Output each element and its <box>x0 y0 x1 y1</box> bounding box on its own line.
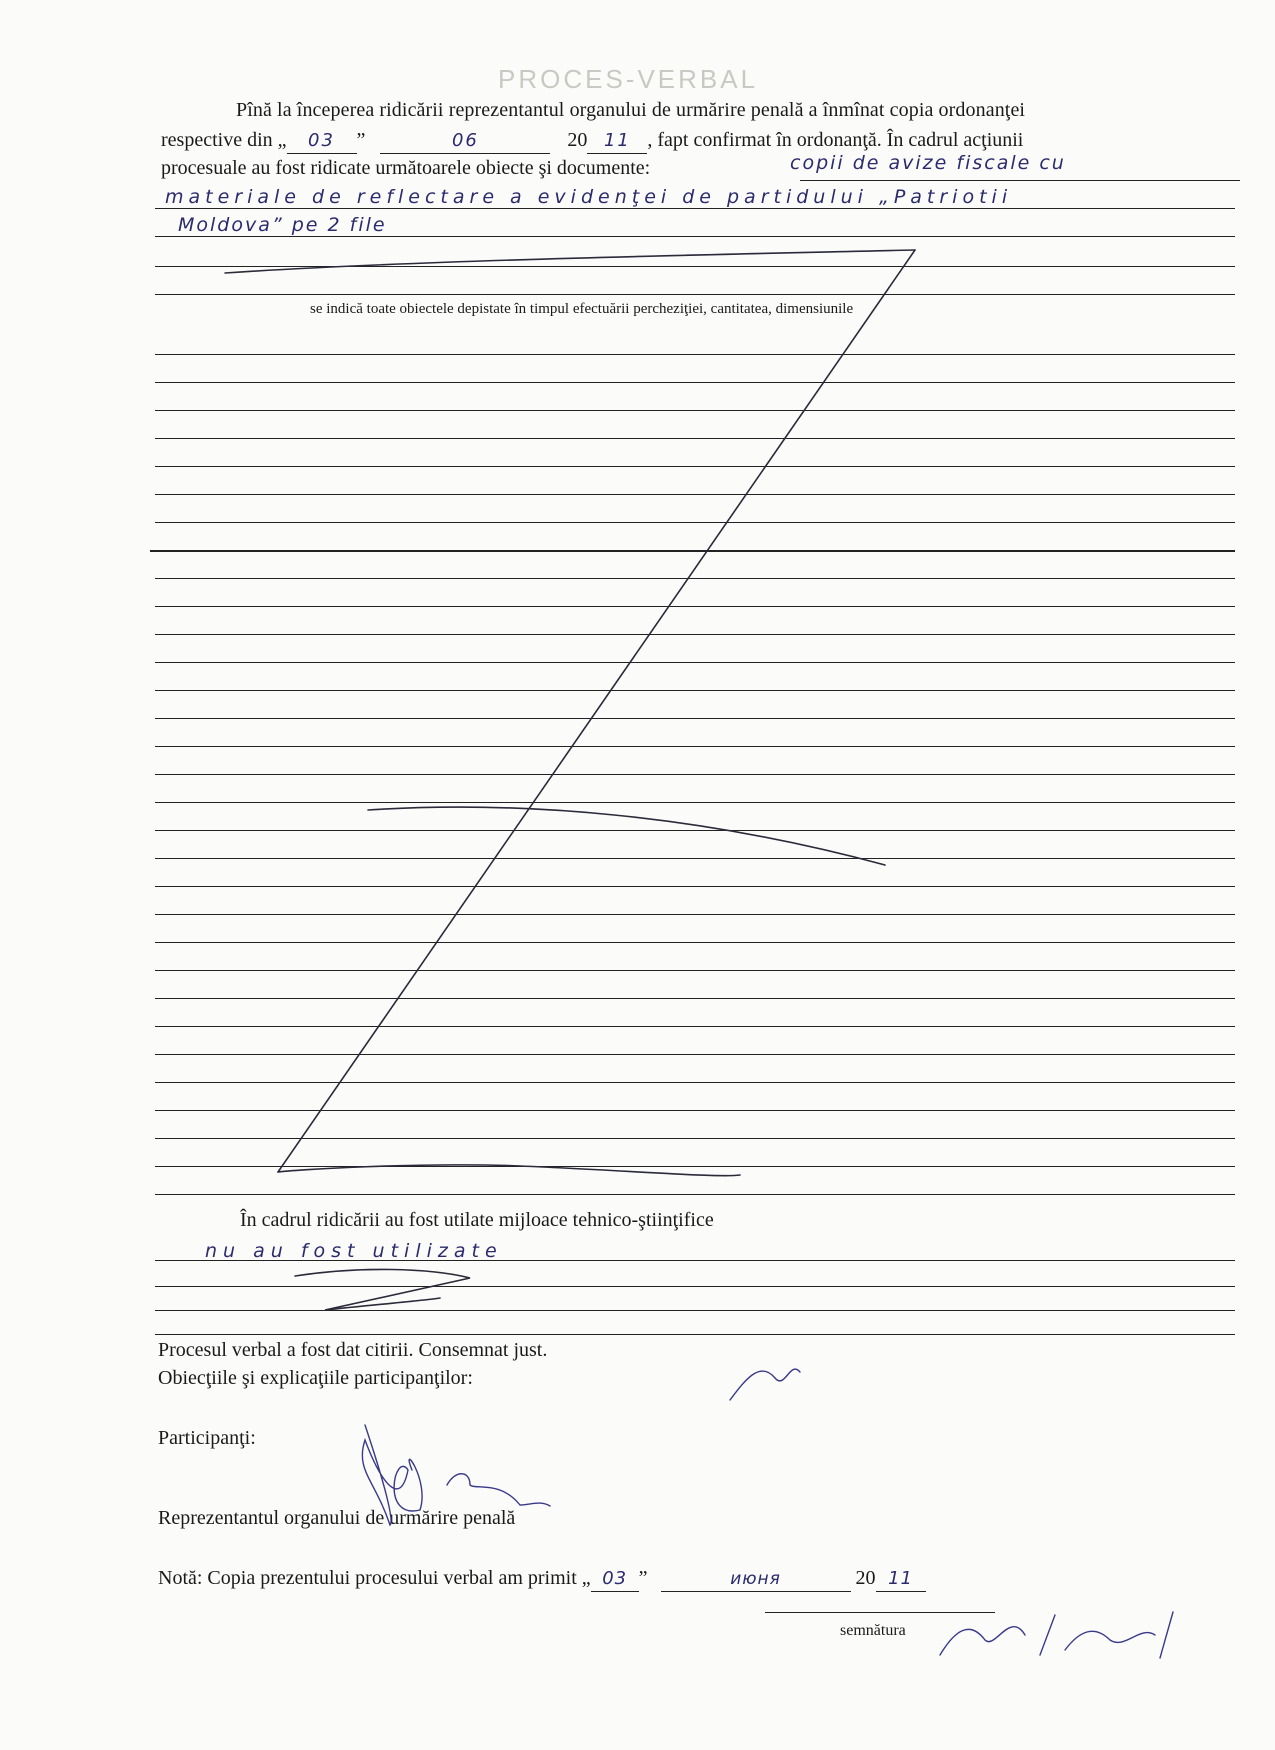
note-signature-1 <box>940 1627 1025 1655</box>
intro-line-1: Pînă la începerea ridicării reprezentantul organului de urmărire penală a înmînat copia ordonanţei <box>236 99 1026 121</box>
date-year-field: 20 11 <box>567 129 647 151</box>
ghost-heading: PROCES-VERBAL <box>498 64 759 94</box>
note-line: Notă: Copia prezentului procesului verbal am primit „ 03 ” июня 20 11 <box>158 1566 926 1592</box>
participants-label: Participanţi: <box>158 1427 256 1449</box>
middle-curved-stroke <box>368 807 885 865</box>
handwritten-item-1: copii de avize fiscale cu <box>790 152 1066 174</box>
objections-label: Obiecţiile şi explicaţiile participanţilor: <box>158 1367 473 1389</box>
z-strike-bottom-stroke <box>278 1165 740 1176</box>
date-month-field: 06 <box>380 128 550 154</box>
note-month-field: июня <box>661 1566 851 1592</box>
note-signature-2 <box>1065 1631 1155 1650</box>
note-signature-slash <box>1040 1615 1055 1655</box>
handwritten-item-3: Moldova” pe 2 file <box>178 214 387 236</box>
note-label: Notă: Copia prezentului procesului verbal am primit „ <box>158 1567 591 1589</box>
representative-signature-scribble <box>362 1425 422 1525</box>
tech-heading: În cadrul ridicării au fost utilate mijloace tehnico-ştiinţifice <box>240 1209 714 1231</box>
tech-z-stroke <box>295 1269 470 1310</box>
intro-confirm-text: , fapt confirmat în ordonanţă. În cadrul acţiunii <box>647 129 1024 151</box>
tech-handwritten-answer: nu au fost utilizate <box>205 1240 503 1262</box>
date-day-field: 03 <box>287 128 357 154</box>
note-year-field: 20 11 <box>856 1567 926 1589</box>
intro-respective-label: respective din „ <box>161 129 287 151</box>
note-day-field: 03 <box>591 1566 639 1592</box>
objects-caption: se indică toate obiectele depistate în timpul efectuării percheziţiei, cantitatea, dimensiunile <box>310 301 854 317</box>
z-strike-top-stroke <box>225 250 915 273</box>
z-strike-diagonal <box>278 250 915 1172</box>
handwritten-item-2: materiale de reflectare a evidenţei de partidului „Patriotii <box>165 186 1013 208</box>
intro-line-2: respective din „ 03 ” 06 20 11 , fapt confirmat în ordonanţă. În cadrul acţiunii <box>161 128 1023 154</box>
participant-signature-mark <box>730 1369 800 1400</box>
read-statement: Procesul verbal a fost dat citirii. Consemnat just. <box>158 1339 548 1361</box>
representative-signature-name <box>447 1474 550 1506</box>
note-signature-slash-2 <box>1160 1612 1173 1658</box>
signature-label: semnătura <box>840 1622 906 1639</box>
intro-line-3: procesuale au fost ridicate următoarele obiecte şi documente: <box>161 157 651 179</box>
representative-label: Reprezentantul organului de urmărire penală <box>158 1507 516 1529</box>
